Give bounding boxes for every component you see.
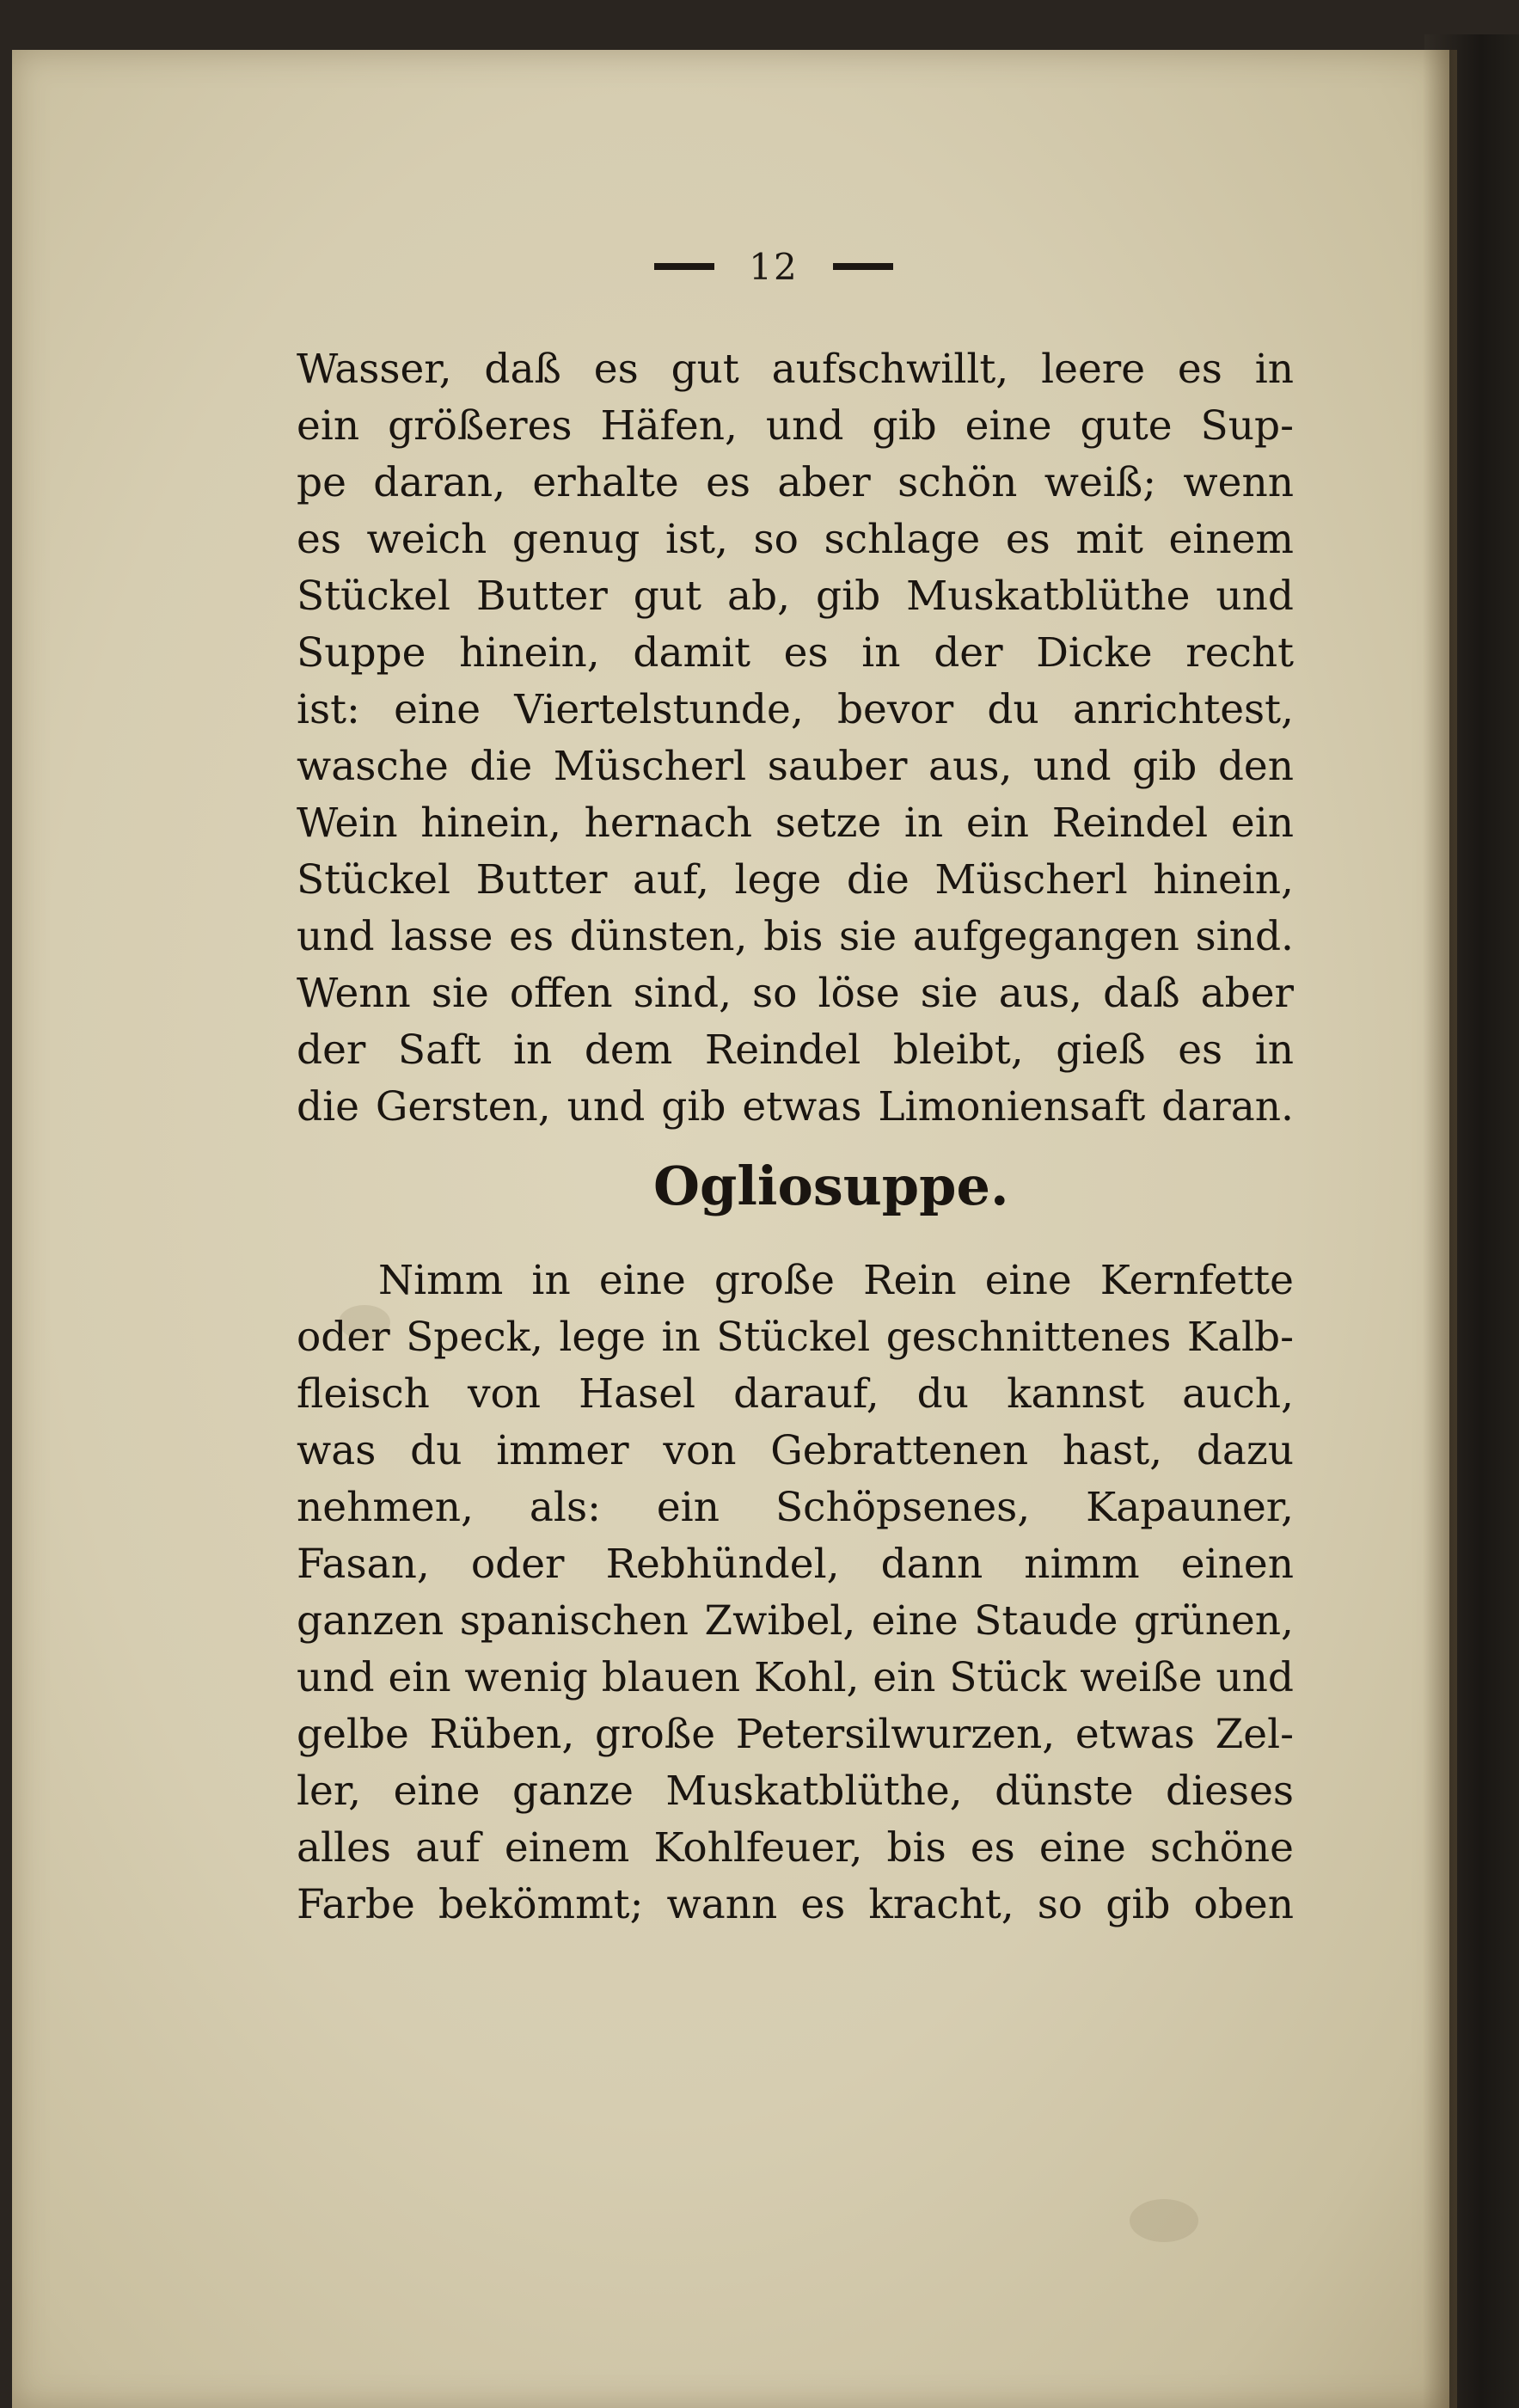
text-line: Wasser, daß es gut aufschwillt, leere es in: [297, 346, 1294, 393]
text-line: der Saft in dem Reindel bleibt, gieß es in: [297, 1026, 1294, 1074]
text-line: nehmen, als: ein Schöpsenes, Kapauner,: [297, 1484, 1294, 1531]
text-line: und lasse es dünsten, bis sie aufgegangen sind.: [297, 913, 1294, 960]
text-line: pe daran, erhalte es aber schön weiß; wenn: [297, 459, 1294, 506]
page-number: 12: [749, 245, 799, 288]
text-line: wasche die Müscherl sauber aus, und gib den: [297, 743, 1294, 790]
text-line: Suppe hinein, damit es in der Dicke recht: [297, 629, 1294, 677]
text-line: ganzen spanischen Zwibel, eine Staude grünen,: [297, 1597, 1294, 1645]
text-line: Stückel Butter auf, lege die Müscherl hinein,: [297, 856, 1294, 904]
page-number-header: [636, 241, 911, 292]
text-line: ein größeres Häfen, und gib eine gute Sup-: [297, 402, 1294, 450]
paper-stain: [1130, 2199, 1198, 2242]
text-line: ler, eine ganze Muskatblüthe, dünste dieses: [297, 1768, 1294, 1815]
text-line: ist: eine Viertelstunde, bevor du anrichtest,: [297, 686, 1294, 733]
text-line: Fasan, oder Rebhündel, dann nimm einen: [297, 1541, 1294, 1588]
text-line: es weich genug ist, so schlage es mit einem: [297, 516, 1294, 563]
text-line: fleisch von Hasel darauf, du kannst auch,: [297, 1370, 1294, 1418]
text-line: die Gersten, und gib etwas Limoniensaft daran.: [297, 1083, 1294, 1130]
text-line: Stückel Butter gut ab, gib Muskatblüthe und: [297, 573, 1294, 620]
text-line: alles auf einem Kohlfeuer, bis es eine schöne: [297, 1824, 1294, 1872]
text-line: oder Speck, lege in Stückel geschnittenes Kalb-: [297, 1314, 1294, 1361]
text-line: Farbe bekömmt; wann es kracht, so gib oben: [297, 1881, 1294, 1928]
right-dash: [833, 263, 893, 270]
text-line: Nimm in eine große Rein eine Kernfette: [378, 1257, 1294, 1304]
text-line: was du immer von Gebrattenen hast, dazu: [297, 1427, 1294, 1474]
left-dash: [654, 263, 714, 270]
text-line: gelbe Rüben, große Petersilwurzen, etwas Zel-: [297, 1711, 1294, 1758]
text-line: Wenn sie offen sind, so löse sie aus, daß aber: [297, 970, 1294, 1017]
page-gutter-shadow: [1423, 50, 1457, 2408]
recipe-heading: Ogliosuppe.: [653, 1155, 1009, 1217]
text-line: und ein wenig blauen Kohl, ein Stück weiße und: [297, 1654, 1294, 1701]
text-line: Wein hinein, hernach setze in ein Reindel ein: [297, 800, 1294, 847]
